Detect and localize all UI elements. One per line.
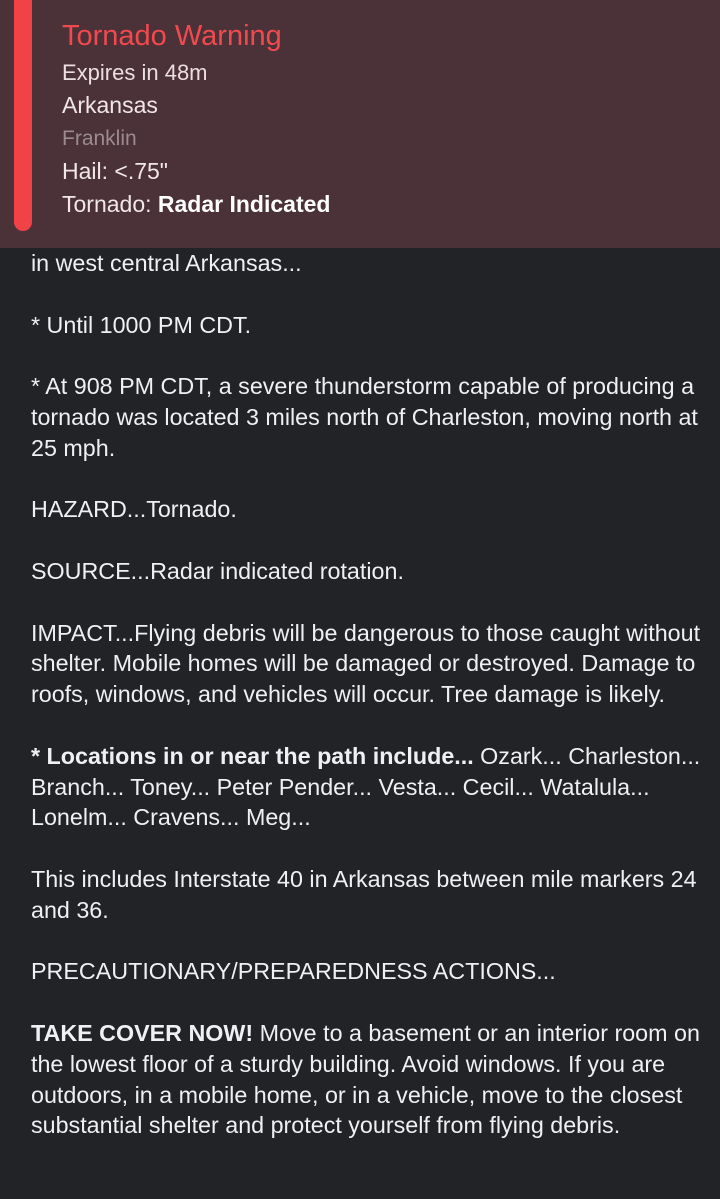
alert-description — [31, 248, 711, 1172]
description-paragraph: in west central Arkansas... — [31, 250, 302, 276]
locations-heading: * Locations in or near the path include... — [31, 742, 474, 769]
alert-header — [0, 0, 720, 248]
take-cover-text: Move to a basement or an interior room on the lowest floor of a sturdy building. Avoid windows. If you are outdoors, in a mobile home, or in a vehicle, move to the closest substantial shelter and protect yourself from flying debris. — [31, 1019, 700, 1139]
alert-tornado — [62, 188, 702, 221]
take-cover-heading: TAKE COVER NOW! — [31, 1019, 254, 1046]
description-paragraph — [31, 1018, 711, 1141]
description-paragraph — [31, 741, 711, 833]
alert-tornado-label: Tornado: — [62, 191, 158, 217]
alert-county: Franklin — [62, 127, 137, 150]
description-paragraph: * Until 1000 PM CDT. — [31, 311, 252, 338]
description-paragraph: PRECAUTIONARY/PREPAREDNESS ACTIONS... — [31, 958, 556, 985]
alert-expires: Expires in 48m — [62, 60, 208, 85]
description-paragraph: IMPACT...Flying debris will be dangerous to those caught without shelter. Mobile homes will be damaged or destroyed. Damage to roofs, windows, and vehicles will occur. Tree damage is likely. — [31, 619, 701, 708]
alert-title: Tornado Warning — [62, 20, 282, 52]
description-paragraph: This includes Interstate 40 in Arkansas between mile markers 24 and 36. — [31, 865, 697, 923]
severity-accent-bar — [14, 0, 32, 231]
alert-summary — [62, 16, 702, 221]
description-paragraph: SOURCE...Radar indicated rotation. — [31, 557, 404, 584]
alert-state: Arkansas — [62, 92, 158, 118]
description-paragraph: * At 908 PM CDT, a severe thunderstorm capable of producing a tornado was located 3 miles north of Charleston, moving north at 25 mph. — [31, 373, 698, 461]
description-paragraph: HAZARD...Tornado. — [31, 496, 237, 523]
locations-list: Ozark... Charleston... Branch... Toney... Peter Pender... Vesta... Cecil... Watalula... Lonelm... Cravens... Meg... — [31, 742, 701, 831]
alert-tornado-value: Radar Indicated — [157, 191, 331, 217]
alert-hail: Hail: <.75" — [62, 158, 168, 184]
